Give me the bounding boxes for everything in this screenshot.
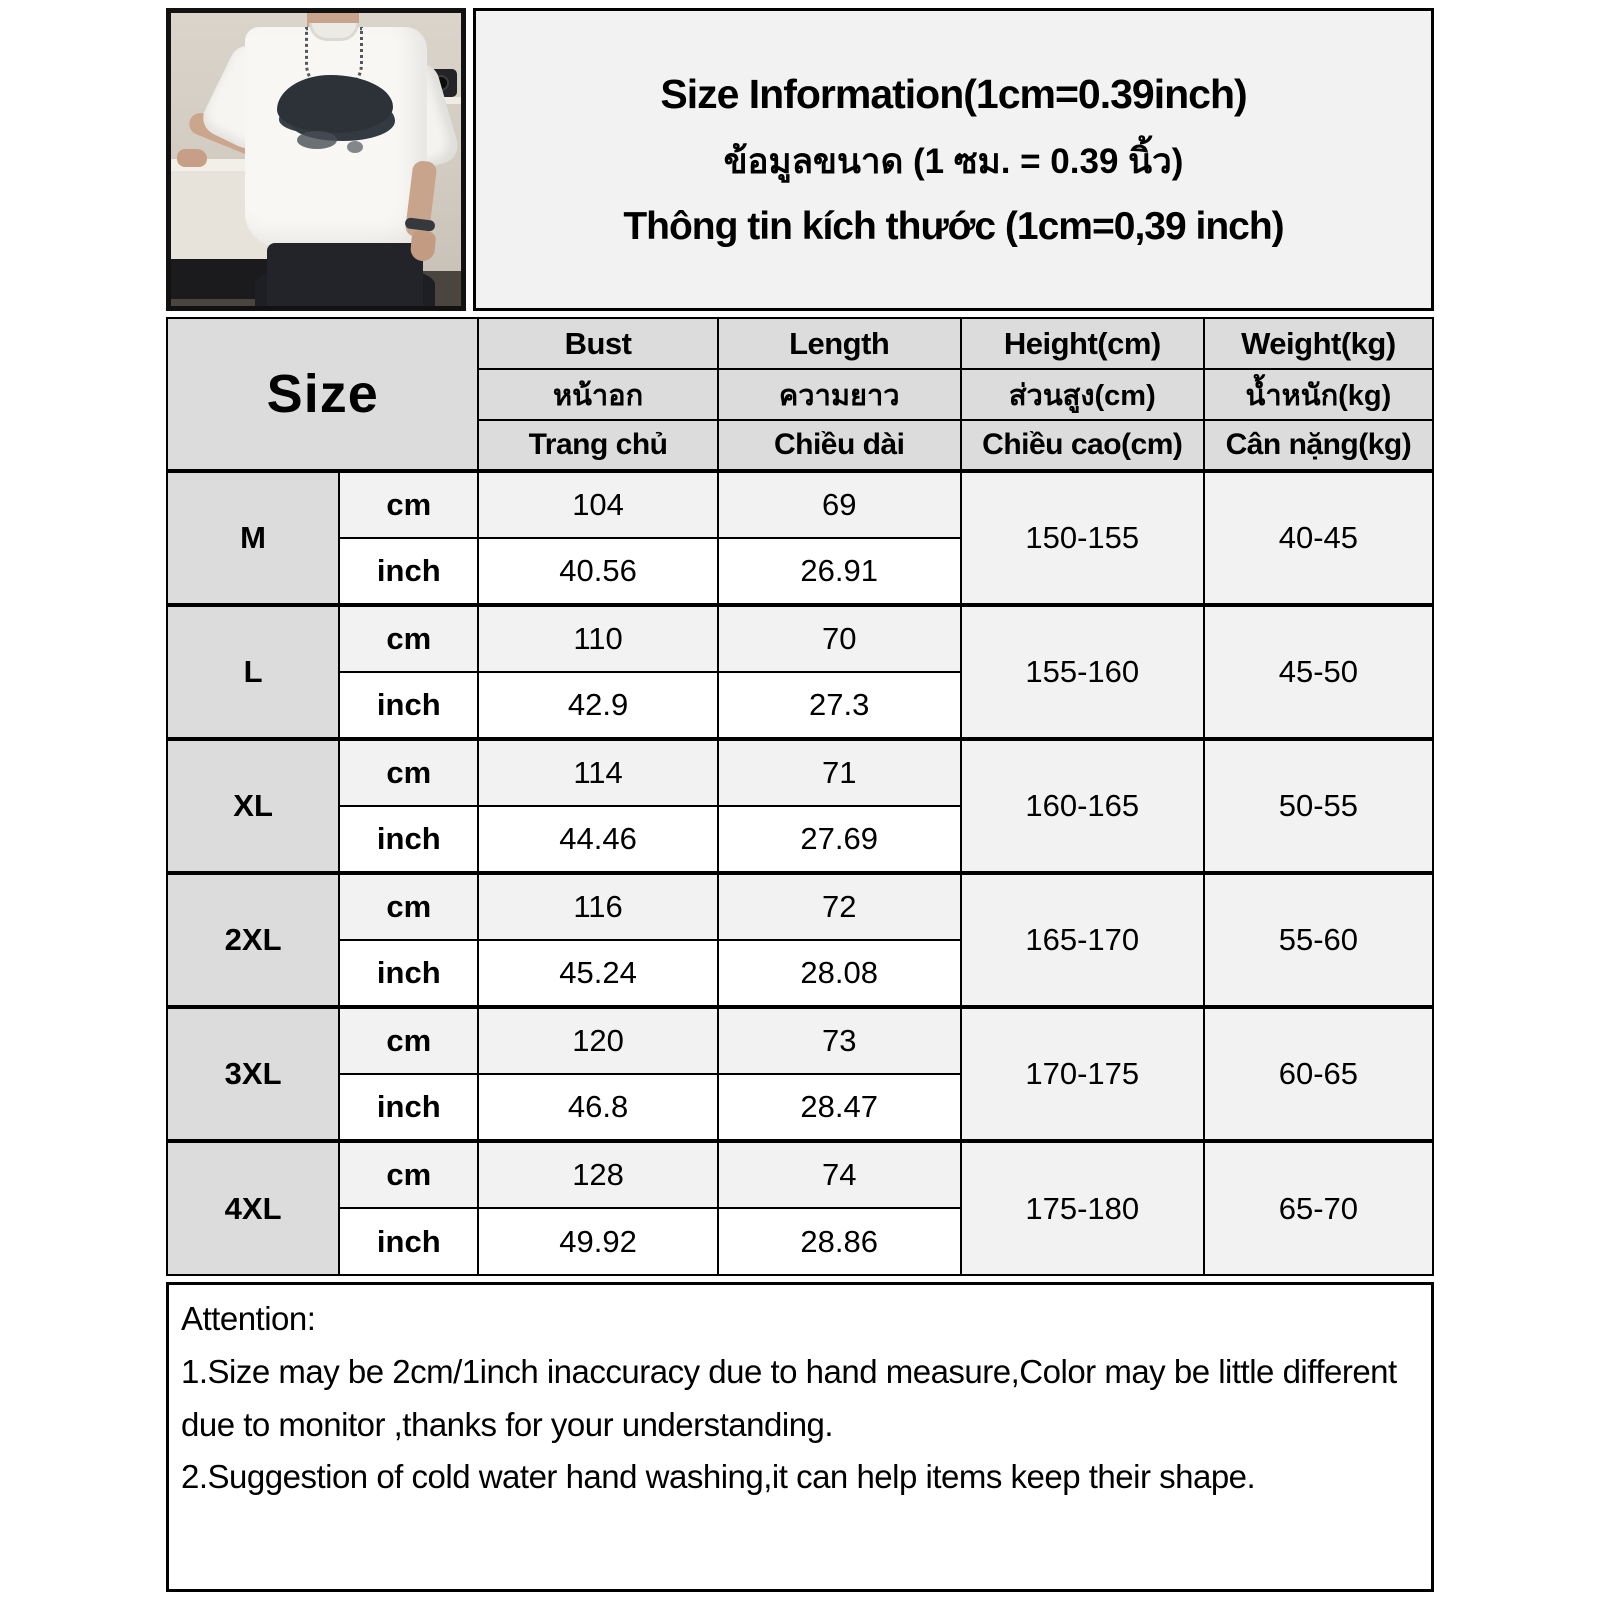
- length-inch-value: 26.91: [718, 538, 961, 605]
- length-inch-value: 28.08: [718, 940, 961, 1007]
- table-row: [167, 605, 1433, 672]
- size-label-xl: XL: [167, 739, 339, 873]
- size-label-l: L: [167, 605, 339, 739]
- bust-cm-value: 114: [478, 739, 717, 806]
- unit-cm-label: cm: [339, 1141, 478, 1208]
- unit-cm-label: cm: [339, 605, 478, 672]
- table-row: [167, 873, 1433, 940]
- bust-inch-value: 45.24: [478, 940, 717, 1007]
- col-header-weight-th: น้ำหนัก(kg): [1204, 369, 1433, 420]
- bust-cm-value: 128: [478, 1141, 717, 1208]
- bust-inch-value: 42.9: [478, 672, 717, 739]
- length-inch-value: 27.3: [718, 672, 961, 739]
- unit-inch-label: inch: [339, 672, 478, 739]
- col-header-bust-vi: Trang chủ: [478, 420, 717, 471]
- top-section: [166, 8, 1434, 311]
- size-label-2xl: 2XL: [167, 873, 339, 1007]
- table-row: [167, 1141, 1433, 1208]
- col-header-weight-vi: Cân nặng(kg): [1204, 420, 1433, 471]
- size-table: [166, 317, 1434, 1276]
- col-header-bust-th: หน้าอก: [478, 369, 717, 420]
- attention-heading: Attention:: [181, 1300, 316, 1337]
- length-cm-value: 70: [718, 605, 961, 672]
- photo-model-left-hand: [177, 149, 207, 167]
- title-vietnamese: Thông tin kích thước (1cm=0,39 inch): [623, 204, 1284, 248]
- height-range: 170-175: [961, 1007, 1204, 1141]
- weight-range: 65-70: [1204, 1141, 1433, 1275]
- col-header-weight-en: Weight(kg): [1204, 318, 1433, 369]
- weight-range: 45-50: [1204, 605, 1433, 739]
- bust-cm-value: 110: [478, 605, 717, 672]
- attention-item-2: 2.Suggestion of cold water hand washing,it can help items keep their shape.: [181, 1458, 1256, 1496]
- weight-range: 40-45: [1204, 471, 1433, 605]
- unit-inch-label: inch: [339, 538, 478, 605]
- length-cm-value: 73: [718, 1007, 961, 1074]
- size-label-m: M: [167, 471, 339, 605]
- col-header-length-en: Length: [718, 318, 961, 369]
- weight-range: 50-55: [1204, 739, 1433, 873]
- bust-inch-value: 46.8: [478, 1074, 717, 1141]
- unit-inch-label: inch: [339, 806, 478, 873]
- bust-inch-value: 40.56: [478, 538, 717, 605]
- table-row: [167, 471, 1433, 538]
- title-english: Size Information(1cm=0.39inch): [660, 70, 1247, 117]
- title-thai: ข้อมูลขนาด (1 ซม. = 0.39 นิ้ว): [723, 141, 1184, 181]
- length-cm-value: 71: [718, 739, 961, 806]
- attention-item-1: 1.Size may be 2cm/1inch inaccuracy due to hand measure,Color may be little different due to monitor ,thanks for your understanding.: [181, 1352, 1397, 1443]
- header-row-english: [167, 318, 1433, 369]
- height-range: 175-180: [961, 1141, 1204, 1275]
- unit-cm-label: cm: [339, 471, 478, 538]
- col-header-height-th: ส่วนสูง(cm): [961, 369, 1204, 420]
- col-header-length-vi: Chiều dài: [718, 420, 961, 471]
- unit-inch-label: inch: [339, 940, 478, 1007]
- height-range: 155-160: [961, 605, 1204, 739]
- photo-model-pants: [267, 243, 423, 311]
- table-row: [167, 739, 1433, 806]
- unit-inch-label: inch: [339, 1208, 478, 1275]
- height-range: 165-170: [961, 873, 1204, 1007]
- height-range: 150-155: [961, 471, 1204, 605]
- bust-cm-value: 116: [478, 873, 717, 940]
- photo-print-spray-detail: [297, 131, 337, 149]
- length-inch-value: 28.47: [718, 1074, 961, 1141]
- photo-print-spray-detail: [347, 141, 363, 153]
- attention-note: [166, 1282, 1434, 1592]
- col-header-height-en: Height(cm): [961, 318, 1204, 369]
- bust-inch-value: 49.92: [478, 1208, 717, 1275]
- length-cm-value: 69: [718, 471, 961, 538]
- height-range: 160-165: [961, 739, 1204, 873]
- size-label-3xl: 3XL: [167, 1007, 339, 1141]
- col-header-bust-en: Bust: [478, 318, 717, 369]
- bust-cm-value: 104: [478, 471, 717, 538]
- unit-cm-label: cm: [339, 1007, 478, 1074]
- size-header-cell: Size: [167, 318, 478, 471]
- length-cm-value: 74: [718, 1141, 961, 1208]
- length-inch-value: 28.86: [718, 1208, 961, 1275]
- length-cm-value: 72: [718, 873, 961, 940]
- unit-inch-label: inch: [339, 1074, 478, 1141]
- size-information-title: [473, 8, 1434, 311]
- col-header-length-th: ความยาว: [718, 369, 961, 420]
- product-photo: [166, 8, 466, 311]
- length-inch-value: 27.69: [718, 806, 961, 873]
- col-header-height-vi: Chiều cao(cm): [961, 420, 1204, 471]
- bust-inch-value: 44.46: [478, 806, 717, 873]
- size-label-4xl: 4XL: [167, 1141, 339, 1275]
- table-row: [167, 1007, 1433, 1074]
- unit-cm-label: cm: [339, 739, 478, 806]
- weight-range: 60-65: [1204, 1007, 1433, 1141]
- weight-range: 55-60: [1204, 873, 1433, 1007]
- unit-cm-label: cm: [339, 873, 478, 940]
- bust-cm-value: 120: [478, 1007, 717, 1074]
- size-chart-sheet: [166, 0, 1434, 1592]
